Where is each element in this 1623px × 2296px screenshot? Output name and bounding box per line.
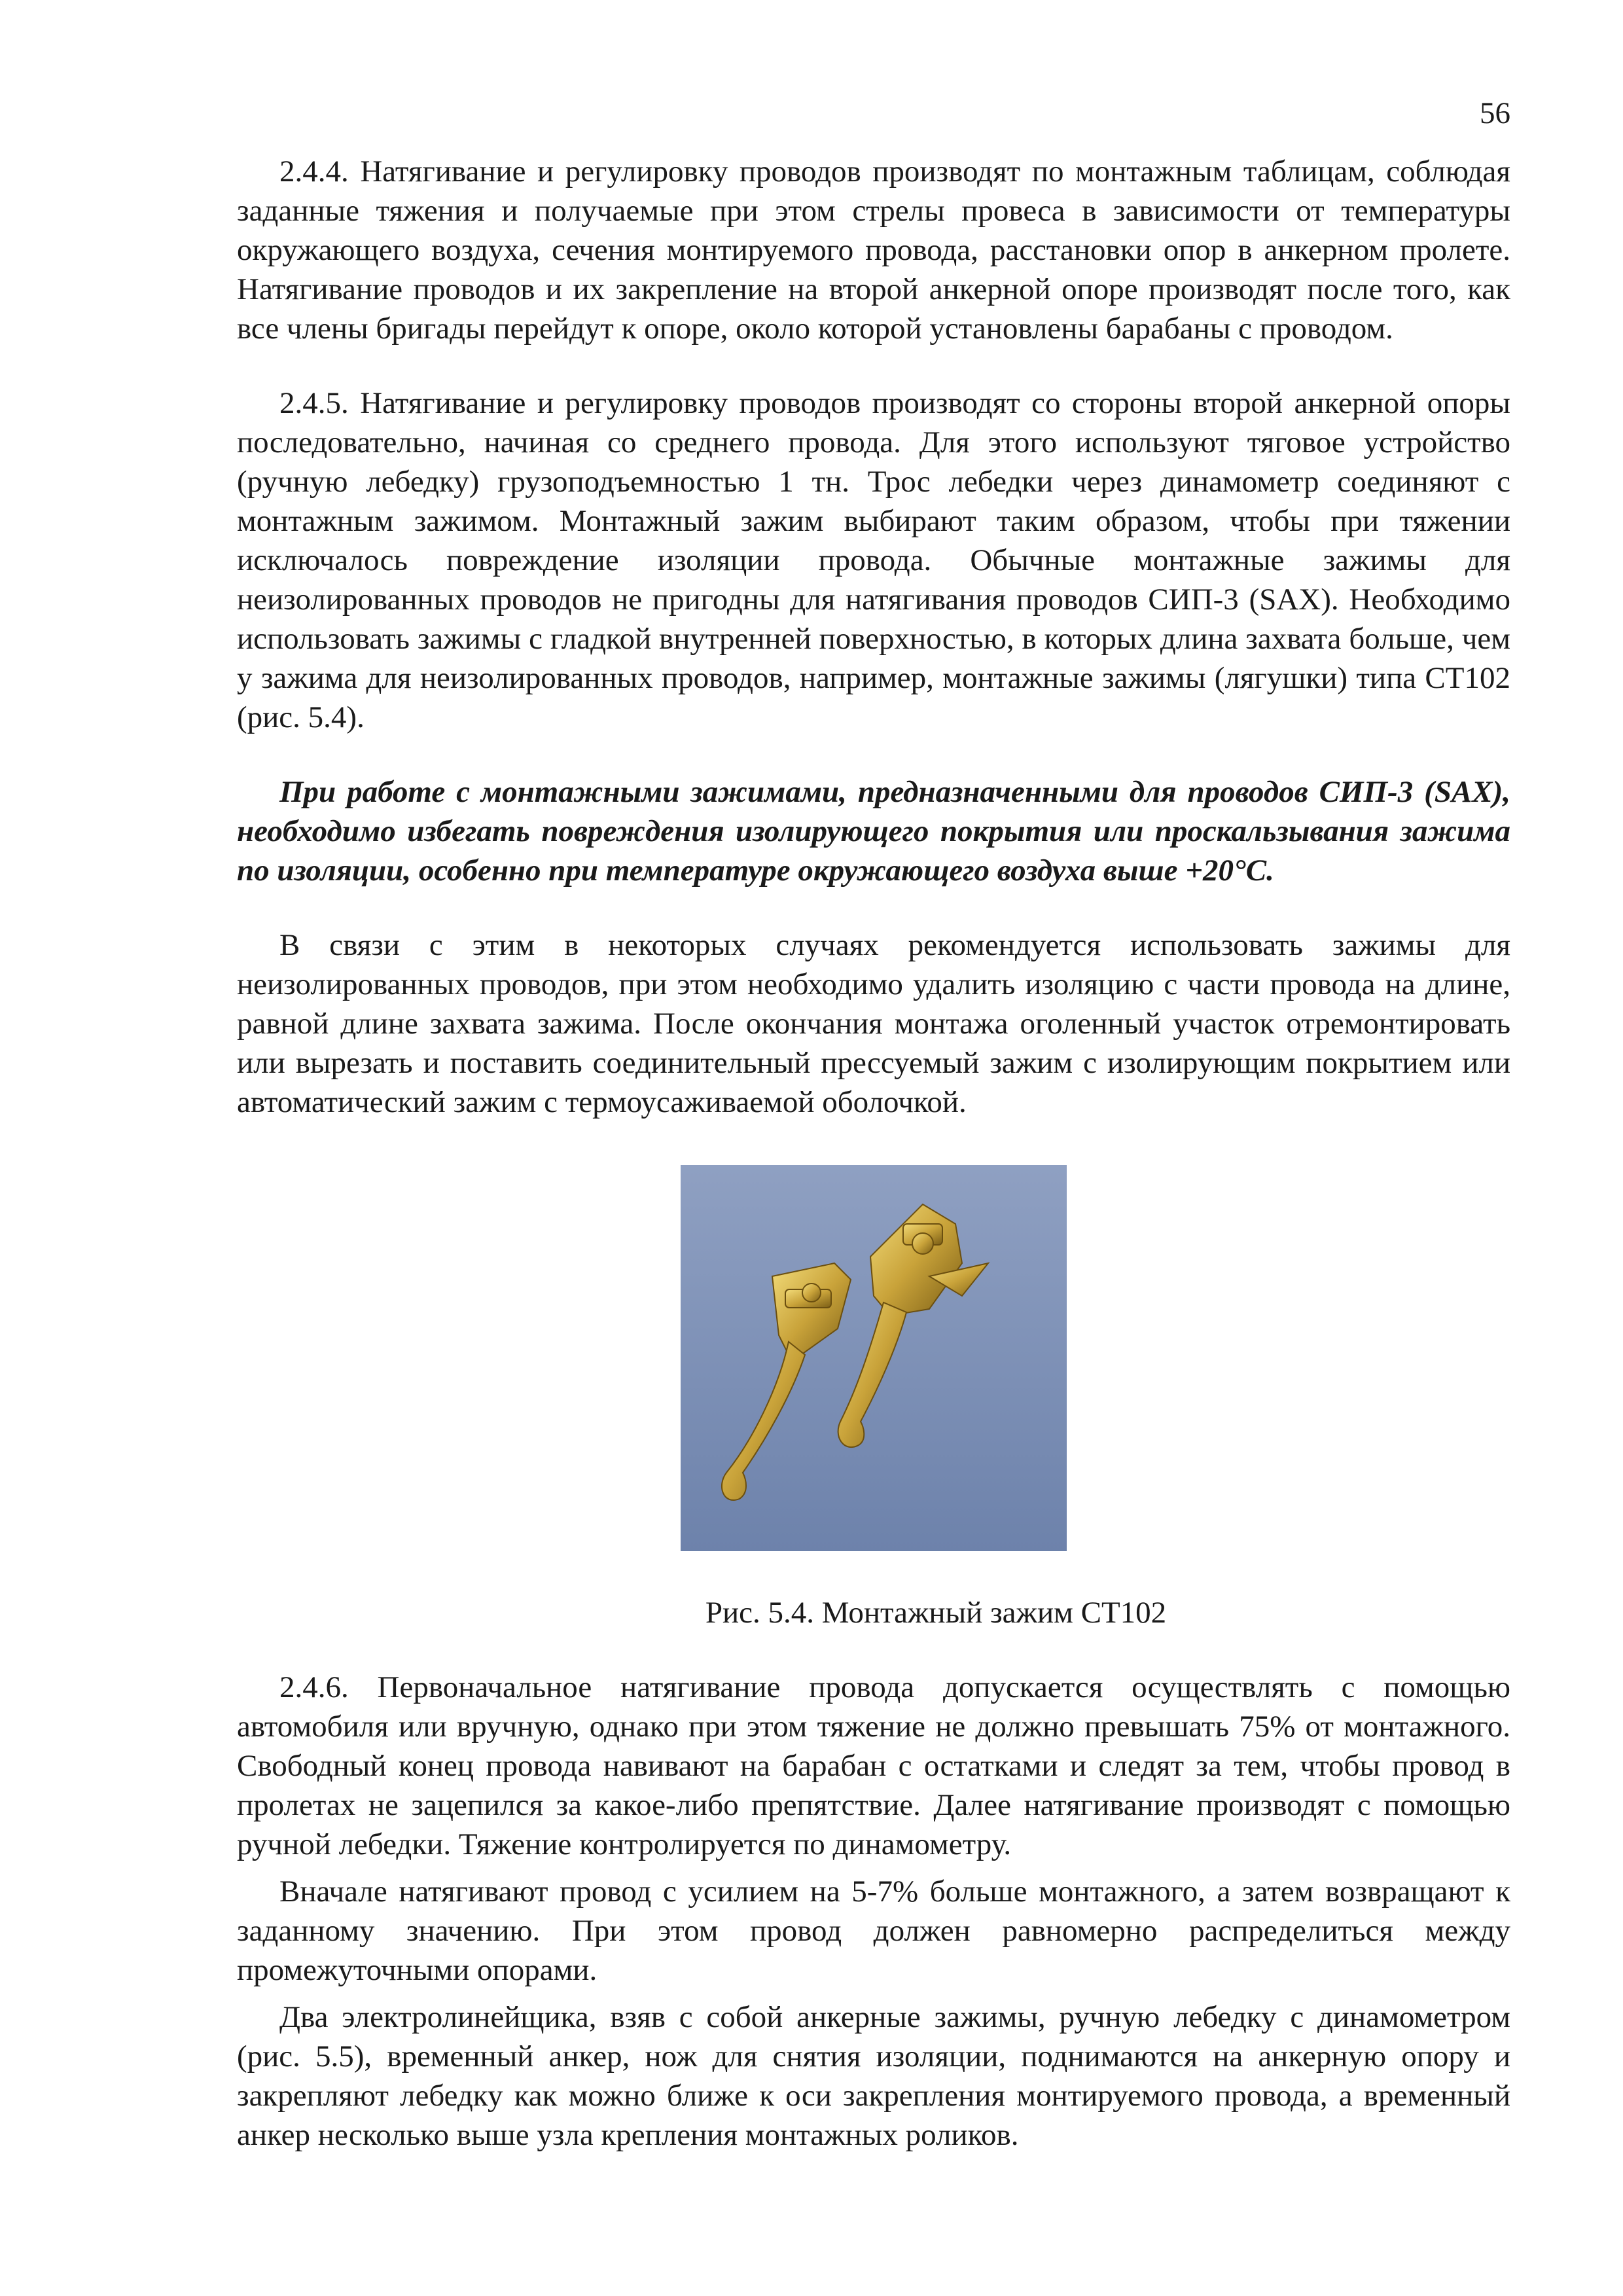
page-content — [237, 152, 1510, 2155]
paragraph-overtension: Вначале натягивают провод с усилием на 5-7% больше монтажного, а затем возвращают к заданному значению. При этом провод должен равномерно распределиться между промежуточными опорами. — [237, 1874, 1510, 1987]
paragraph-uninsulated-clamps: В связи с этим в некоторых случаях рекомендуется использовать зажимы для неизолированных проводов, при этом необходимо удалить изоляцию с части провода на длине, равной длине захвата зажима. После окончания монтажа оголенный участок отремонтировать или вырезать и поставить соединительный прессуемый зажим с изолирующим покрытием или автоматический зажим с термоусаживаемой оболочкой. — [237, 928, 1510, 1119]
figure-clamp-ct102 — [681, 1165, 1067, 1551]
paragraph-2-4-4: 2.4.4. Натягивание и регулировку проводов производят по монтажным таблицам, соблюдая заданные тяжения и получаемые при этом стрелы провеса в зависимости от температуры окружающего воздуха, сечения монтируемого провода, расстановки опор в анкерном пролете. Натягивание проводов и их закрепление на второй анкерной опоре производят после того, как все члены бригады перейдут к опоре, около которой установлены барабаны с проводом. — [237, 154, 1510, 346]
figure-caption: Рис. 5.4. Монтажный зажим СТ102 — [705, 1596, 1167, 1630]
clamp-photo — [681, 1165, 1067, 1551]
warning-paragraph: При работе с монтажными зажимами, предназначенными для проводов СИП-3 (SAX), необходимо избегать повреждения изолирующего покрытия или проскальзывания зажима по изоляции, особенно при температуре окружающего воздуха выше +20°С. — [237, 775, 1510, 888]
page-number: 56 — [1480, 96, 1510, 130]
paragraph-2-4-5: 2.4.5. Натягивание и регулировку проводов производят со стороны второй анкерной опоры последовательно, начиная со среднего провода. Для этого используют тяговое устройство (ручную лебедку) грузоподъемностью 1 тн. Трос лебедки через динамометр соединяют с монтажным зажимом. Монтажный зажим выбирают таким образом, чтобы при тяжении исключалось повреждение изоляции провода. Обычные монтажные зажимы для неизолированных проводов не пригодны для натягивания проводов СИП-3 (SAX). Необходимо использовать зажимы с гладкой внутренней поверхностью, в которых длина захвата больше, чем у зажима для неизолированных проводов, например, монтажные зажимы (лягушки) типа СТ102 (рис. 5.4). — [237, 386, 1510, 734]
paragraph-2-4-6: 2.4.6. Первоначальное натягивание провода допускается осуществлять с помощью автомобиля или вручную, однако при этом тяжение не должно превышать 75% от монтажного. Свободный конец провода навивают на барабан с остатками и следят за тем, чтобы провод в пролетах не зацепился за какое-либо препятствие. Далее натягивание производят с помощью ручной лебедки. Тяжение контролируется по динамометру. — [237, 1670, 1510, 1861]
paragraph-linemen: Два электролинейщика, взяв с собой анкерные зажимы, ручную лебедку с динамометром (рис. 5.5), временный анкер, нож для снятия изоляции, поднимаются на анкерную опору и закрепляют лебедку как можно ближе к оси закрепления монтируемого провода, а временный анкер несколько выше узла крепления монтажных роликов. — [237, 2000, 1510, 2152]
